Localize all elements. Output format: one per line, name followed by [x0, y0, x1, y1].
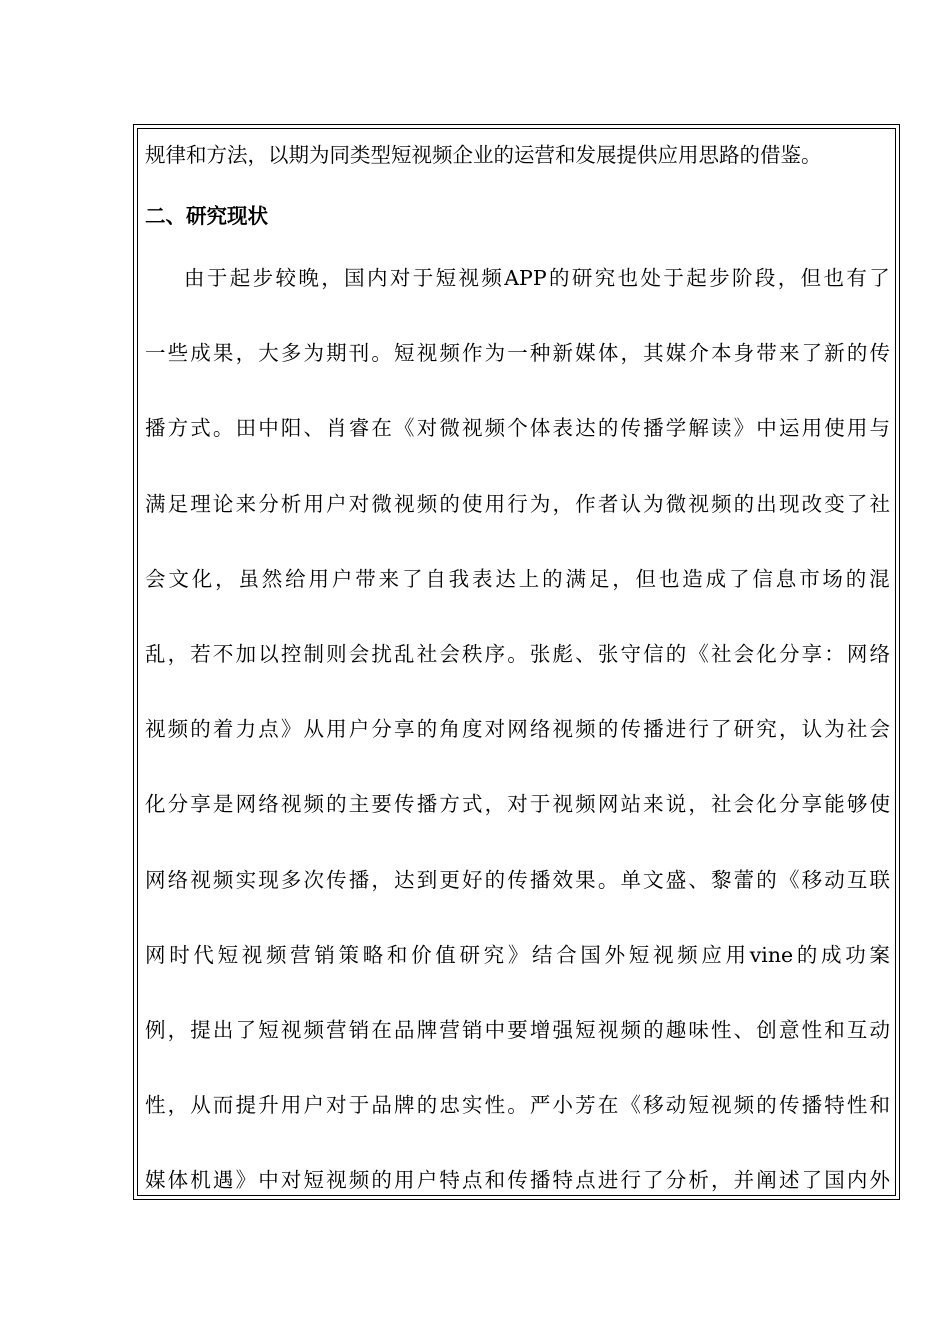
- paragraph-line: 化 分 享 是 网 络 视 频 的 主 要 传 播 方 式 ， 对 于 视 频 网 站 来 说 ， 社 会 化 分 享 能 够 使: [145, 792, 890, 816]
- paragraph-line: 播 方 式 。 田 中 阳 、 肖 睿 在 《 对 微 视 频 个 体 表 达 的 传 播 学 解 读 》 中 运 用 使 用 与: [145, 416, 890, 440]
- paragraph-line: 网 时 代 短 视 频 营 销 策 略 和 价 值 研 究 》 结 合 国 外 短 视 频 应 用 vine 的 成 功 案: [145, 943, 890, 967]
- paragraph-line: 由 于 起 步 较 晚 ， 国 内 对 于 短 视 频 APP 的 研 究 也 处 于 起 步 阶 段 ， 但 也 有 了: [184, 266, 890, 290]
- paragraph-line: 满 足 理 论 来 分 析 用 户 对 微 视 频 的 使 用 行 为 ， 作 者 认 为 微 视 频 的 出 现 改 变 了 社: [145, 492, 890, 516]
- section-heading: 二、研究现状: [145, 204, 268, 228]
- paragraph-line-intro-end: 规律和方法，以期为同类型短视频企业的运营和发展提供应用思路的借鉴。: [145, 143, 822, 167]
- paragraph-line: 例 ， 提 出 了 短 视 频 营 销 在 品 牌 营 销 中 要 增 强 短 视 频 的 趣 味 性 、 创 意 性 和 互 动: [145, 1018, 890, 1042]
- paragraph-line: 媒 体 机 遇 》 中 对 短 视 频 的 用 户 特 点 和 传 播 特 点 进 行 了 分 析 ， 并 阐 述 了 国 内 外: [145, 1168, 890, 1192]
- paragraph-line: 一 些 成 果 ， 大 多 为 期 刊 。 短 视 频 作 为 一 种 新 媒 体 ， 其 媒 介 本 身 带 来 了 新 的 传: [145, 341, 890, 365]
- paragraph-line: 视 频 的 着 力 点 》 从 用 户 分 享 的 角 度 对 网 络 视 频 的 传 播 进 行 了 研 究 ， 认 为 社 会: [145, 717, 890, 741]
- paragraph-line: 乱 ， 若 不 加 以 控 制 则 会 扰 乱 社 会 秩 序 。 张 彪 、 张 守 信 的 《 社 会 化 分 享 ： 网 络: [145, 642, 890, 666]
- paragraph-line: 网 络 视 频 实 现 多 次 传 播 ， 达 到 更 好 的 传 播 效 果 。 单 文 盛 、 黎 蕾 的 《 移 动 互 联: [145, 868, 890, 892]
- paragraph-line: 会 文 化 ， 虽 然 给 用 户 带 来 了 自 我 表 达 上 的 满 足 ， 但 也 造 成 了 信 息 市 场 的 混: [145, 567, 890, 591]
- paragraph-line: 性 ， 从 而 提 升 用 户 对 于 品 牌 的 忠 实 性 。 严 小 芳 在 《 移 动 短 视 频 的 传 播 特 性 和: [145, 1093, 890, 1117]
